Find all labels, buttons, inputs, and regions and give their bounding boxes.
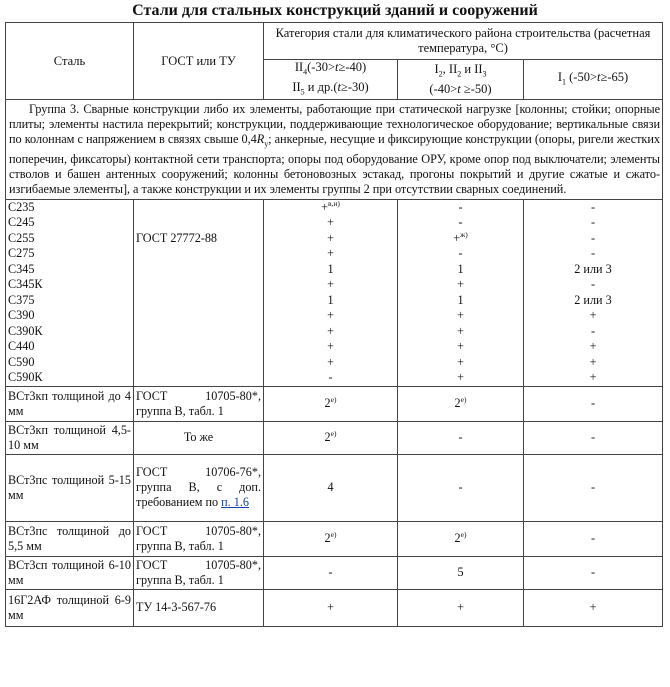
category-c1: $2^{е)}$ xyxy=(264,521,398,556)
category-c3: - xyxy=(524,231,663,247)
table-row xyxy=(6,556,663,589)
footnote-mark: в,и) xyxy=(327,198,340,208)
category-c2: + xyxy=(398,339,524,355)
category-c3: - xyxy=(524,215,663,231)
category-c2: + xyxy=(398,324,524,340)
gost-cell: ГОСТ 10705-80*, группа В, табл. 1 xyxy=(134,386,264,421)
footnote-mark: е) xyxy=(460,395,467,405)
category-c2: + xyxy=(398,277,524,293)
category-c3: + xyxy=(524,589,663,626)
table-row xyxy=(6,370,663,386)
category-c1: + xyxy=(264,215,398,231)
category-c2: $2^{е)}$ xyxy=(398,521,524,556)
category-c2: 1 xyxy=(398,262,524,278)
gost-cell xyxy=(134,215,264,231)
steel-grade: 16Г2АФ толщиной 6-9 мм xyxy=(6,589,134,626)
category-c3: - xyxy=(524,454,663,521)
gost-cell xyxy=(134,246,264,262)
category-c2: - xyxy=(398,454,524,521)
gost-cell xyxy=(134,308,264,324)
category-c3: - xyxy=(524,521,663,556)
steel-grade: ВСт3сп толщиной 6-10 мм xyxy=(6,556,134,589)
table-row xyxy=(6,324,663,340)
category-c3: 2 или 3 xyxy=(524,293,663,309)
header-col1 xyxy=(264,60,398,100)
table-row xyxy=(6,339,663,355)
steel-grade: С245 xyxy=(6,215,134,231)
category-c3: - xyxy=(524,324,663,340)
category-c1: + xyxy=(264,589,398,626)
table-row xyxy=(6,355,663,371)
category-c1: + xyxy=(264,308,398,324)
category-c1: + xyxy=(264,339,398,355)
gost-cell: ГОСТ 27772-88 xyxy=(134,231,264,247)
category-c2: - xyxy=(398,215,524,231)
steel-grade: ВСт3пс толщиной 5-15 мм xyxy=(6,454,134,521)
category-c3: - xyxy=(524,421,663,454)
table-row xyxy=(6,454,663,521)
gost-cell xyxy=(134,339,264,355)
table-row xyxy=(6,246,663,262)
category-c2: - xyxy=(398,199,524,215)
footnote-mark: е) xyxy=(460,530,467,540)
category-c2: + xyxy=(398,370,524,386)
header-col2 xyxy=(398,60,524,100)
group-row xyxy=(6,100,663,200)
gost-cell: То же xyxy=(134,421,264,454)
category-c3: + xyxy=(524,308,663,324)
steel-grade: С255 xyxy=(6,231,134,247)
gost-cell xyxy=(134,277,264,293)
table-row xyxy=(6,199,663,215)
gost-cell xyxy=(134,262,264,278)
gost-cell: ТУ 14-3-567-76 xyxy=(134,589,264,626)
footnote-mark: е) xyxy=(330,395,337,405)
footnote-mark: ж) xyxy=(460,229,468,239)
category-c3: + xyxy=(524,370,663,386)
steel-grade: С275 xyxy=(6,246,134,262)
header-col3: $I_1$ (-50>t≥-65) xyxy=(524,60,663,100)
category-c1: $2^{е)}$ xyxy=(264,421,398,454)
category-c3: + xyxy=(524,339,663,355)
gost-cell xyxy=(134,324,264,340)
category-c3: - xyxy=(524,277,663,293)
category-c3: 2 или 3 xyxy=(524,262,663,278)
category-c2: $2^{е)}$ xyxy=(398,386,524,421)
category-c2: + xyxy=(398,589,524,626)
category-c3: - xyxy=(524,386,663,421)
header-col1-line2: $II_5$ и др.(t≥-30) xyxy=(292,79,369,96)
steel-grade: С235 xyxy=(6,199,134,215)
footnote-mark: е) xyxy=(330,429,337,439)
steel-grade: С590 xyxy=(6,355,134,371)
table-row xyxy=(6,231,663,247)
gost-cell xyxy=(134,199,264,215)
gost-cell: ГОСТ 10705-80*, группа В, табл. 1 xyxy=(134,521,264,556)
header-category: Категория стали для климатического района строительства (расчетная температура, °С) xyxy=(264,23,663,60)
steel-grade: ВСт3кп толщиной до 4 мм xyxy=(6,386,134,421)
category-c1: + xyxy=(264,355,398,371)
table-row xyxy=(6,308,663,324)
table-row xyxy=(6,293,663,309)
table-row xyxy=(6,277,663,293)
category-c1: 4 xyxy=(264,454,398,521)
steel-grade: С590К xyxy=(6,370,134,386)
category-c1: + xyxy=(264,246,398,262)
steel-grade: С375 xyxy=(6,293,134,309)
gost-cell: ГОСТ 10705-80*, группа В, табл. 1 xyxy=(134,556,264,589)
gost-cell xyxy=(134,370,264,386)
group-text: Группа 3. Сварные конструкции либо их элементы, работающие при статической нагрузке [колонны; стойки; опорные плиты; элементы настила перекрытий; конструкции, поддерживающие технологическое оборудование; вертикальные связи по колоннам с напряжением в связях свыше $0,4R_y$; анкерные, несущие и фиксирующие конструкции (опоры, ригели жестких поперечин, фиксаторы) контактной сети транспорта; опоры под оборудование ОРУ, кроме опор под выключатели; элементы стволов и башен антенных сооружений; колонны бетоновозных эстакад, прогоны покрытий и другие сжатые и сжато-изгибаемые элементы], а также конструкции и их элементы группы 2 при отсутствии сварных соединений. xyxy=(9,102,660,197)
header-col2-line1: $I_2$, $II_2$ и $II_3$ xyxy=(434,62,487,79)
category-c2: + xyxy=(398,355,524,371)
table-row xyxy=(6,262,663,278)
category-c1: + xyxy=(264,277,398,293)
table-row xyxy=(6,421,663,454)
category-c1: $2^{е)}$ xyxy=(264,386,398,421)
category-c2: - xyxy=(398,246,524,262)
header-col1-line1: $II_4(-30>t\ge-40)$ xyxy=(294,60,367,77)
category-c1: + xyxy=(264,231,398,247)
category-c3: - xyxy=(524,556,663,589)
category-c3: - xyxy=(524,246,663,262)
table-row xyxy=(6,521,663,556)
category-c1: 1 xyxy=(264,262,398,278)
category-c1: - xyxy=(264,370,398,386)
header-steel: Сталь xyxy=(6,23,134,100)
steel-grade: С345 xyxy=(6,262,134,278)
steel-table xyxy=(5,22,663,627)
category-c1: - xyxy=(264,556,398,589)
category-c1: + xyxy=(264,324,398,340)
header-gost: ГОСТ или ТУ xyxy=(134,23,264,100)
category-c3: + xyxy=(524,355,663,371)
category-c2: - xyxy=(398,421,524,454)
category-c1: +$^{в,и)}$ xyxy=(264,199,398,215)
category-c3: - xyxy=(524,199,663,215)
gost-cell: ГОСТ 10706-76*, группа В, с доп. требованием по п. 1.6 xyxy=(134,454,264,521)
category-c2: 1 xyxy=(398,293,524,309)
header-col2-line2: (-40>t ≥-50) xyxy=(429,81,492,96)
steel-grade: ВСт3пс толщиной до 5,5 мм xyxy=(6,521,134,556)
gost-cell xyxy=(134,293,264,309)
steel-grade: ВСт3кп толщиной 4,5-10 мм xyxy=(6,421,134,454)
steel-grade: С345К xyxy=(6,277,134,293)
clause-link[interactable]: п. 1.6 xyxy=(221,495,250,510)
category-c2: +$^{ж)}$ xyxy=(398,231,524,247)
table-row xyxy=(6,215,663,231)
category-c1: 1 xyxy=(264,293,398,309)
category-c2: + xyxy=(398,308,524,324)
page-title: Стали для стальных конструкций зданий и сооружений xyxy=(132,2,538,19)
table-row xyxy=(6,386,663,421)
steel-grade: С440 xyxy=(6,339,134,355)
group-description xyxy=(6,100,663,200)
steel-grade: С390 xyxy=(6,308,134,324)
gost-cell xyxy=(134,355,264,371)
category-c2: 5 xyxy=(398,556,524,589)
footnote-mark: е) xyxy=(330,530,337,540)
table-row xyxy=(6,589,663,626)
steel-grade: С390К xyxy=(6,324,134,340)
header-row xyxy=(6,23,663,60)
